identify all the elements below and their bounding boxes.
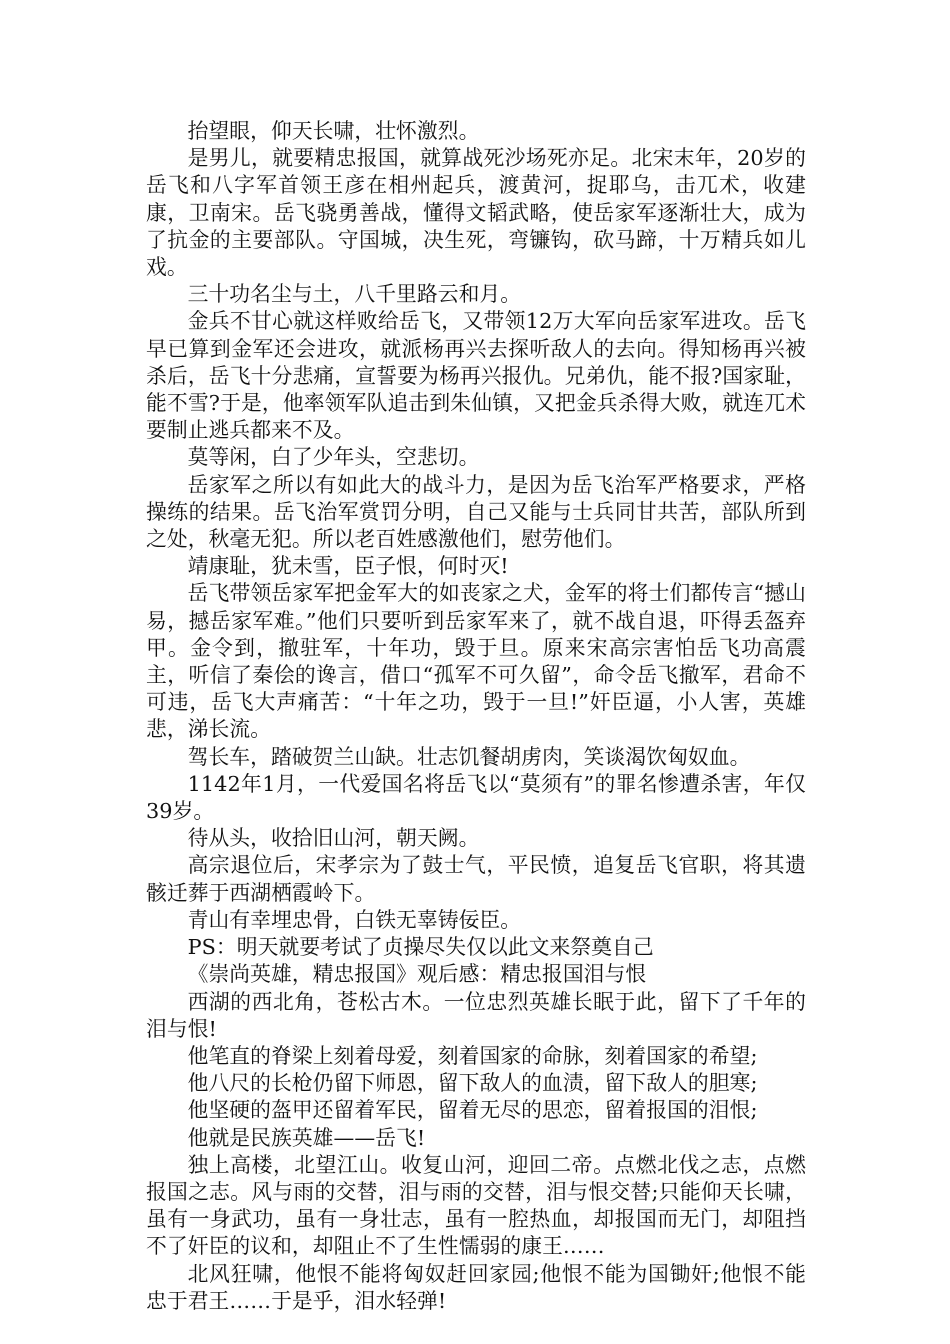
paragraph: 他就是民族英雄——岳飞!: [187, 1125, 426, 1150]
paragraph: 青山有幸埋忠骨，白铁无辜铸佞臣。: [187, 907, 522, 932]
paragraph: 《崇尚英雄，精忠报国》观后感：精忠报国泪与恨: [187, 962, 647, 987]
paragraph: 他坚硬的盔甲还留着军民，留着无尽的思恋，留着报国的泪恨;: [187, 1098, 758, 1123]
paragraph: 高宗退位后，宋孝宗为了鼓士气，平民愤，追复岳飞官职，将其遗骸迁葬于西湖栖霞岭下。: [146, 853, 806, 905]
paragraph: 西湖的西北角，苍松古木。一位忠烈英雄长眠于此，留下了千年的泪与恨!: [146, 989, 806, 1041]
paragraph: 抬望眼，仰天长啸，壮怀激烈。: [187, 119, 480, 143]
paragraph: 三十功名尘与土，八千里路云和月。: [187, 282, 522, 307]
paragraph: 待从头，收拾旧山河，朝天阙。: [187, 826, 480, 851]
paragraph: 靖康耻，犹未雪，臣子恨，何时灭!: [187, 554, 509, 579]
paragraph: 独上高楼，北望江山。收复山河，迎回二帝。点燃北伐之志，点燃报国之志。风与雨的交替，泪与雨的交替，泪与恨交替;只能仰天长啸，虽有一身武功，虽有一身壮志，虽有一腔热血，却报国而无门，却阻挡不了奸臣的议和，却阻止不了生性懦弱的康王……: [146, 1152, 806, 1259]
paragraph: 驾长车，踏破贺兰山缺。壮志饥餐胡虏肉，笑谈渴饮匈奴血。: [187, 744, 751, 769]
paragraph: 1142年1月，一代爱国名将岳飞以“莫须有”的罪名惨遭杀害，年仅39岁。: [146, 771, 806, 824]
paragraph: 金兵不甘心就这样败给岳飞，又带领12万大军向岳家军进攻。岳飞早已算到金军还会进攻，就派杨再兴去探听敌人的去向。得知杨再兴被杀后，岳飞十分悲痛，宣誓要为杨再兴报仇。兄弟仇，能不报?国家耻，能不雪?于是，他率领军队追击到朱仙镇，又把金兵杀得大败，就连兀术要制止逃兵都来不及。: [146, 309, 806, 443]
paragraph: 他八尺的长枪仍留下师恩，留下敌人的血渍，留下敌人的胆寒;: [187, 1071, 758, 1096]
paragraph: 他笔直的脊梁上刻着母爱，刻着国家的命脉，刻着国家的希望;: [187, 1043, 758, 1068]
paragraph: 岳家军之所以有如此大的战斗力，是因为岳飞治军严格要求，严格操练的结果。岳飞治军赏罚分明，自己又能与士兵同甘共苦，部队所到之处，秋毫无犯。所以老百姓感激他们，慰劳他们。: [146, 472, 806, 552]
paragraph: 是男儿，就要精忠报国，就算战死沙场死亦足。北宋末年，20岁的岳飞和八字军首领王彦在相州起兵，渡黄河，捉耶乌，击兀术，收建康，卫南宋。岳飞骁勇善战，懂得文韬武略，使岳家军逐渐壮大，成为了抗金的主要部队。守国城，决生死，弯镰钩，砍马蹄，十万精兵如儿戏。: [146, 146, 806, 280]
document-body: [146, 118, 806, 1315]
paragraph: PS：明天就要考试了贞操尽失仅以此文来祭奠自己: [187, 935, 654, 960]
paragraph: 北风狂啸，他恨不能将匈奴赶回家园;他恨不能为国锄奸;他恨不能忠于君王……于是乎，泪水轻弹!: [146, 1261, 806, 1313]
paragraph: 岳飞带领岳家军把金军大的如丧家之犬，金军的将士们都传言“撼山易，撼岳家军难。”他们只要听到岳家军来了，就不战自退，吓得丢盔弃甲。金令到，撤驻军，十年功，毁于旦。原来宋高宗害怕岳飞功高震主，听信了秦侩的谗言，借口“孤军不可久留”，命令岳飞撤军，君命不可违，岳飞大声痛苦：“十年之功，毁于一旦!”奸臣逼，小人害，英雄悲，涕长流。: [146, 581, 806, 742]
paragraph: 莫等闲，白了少年头，空悲切。: [187, 445, 480, 470]
